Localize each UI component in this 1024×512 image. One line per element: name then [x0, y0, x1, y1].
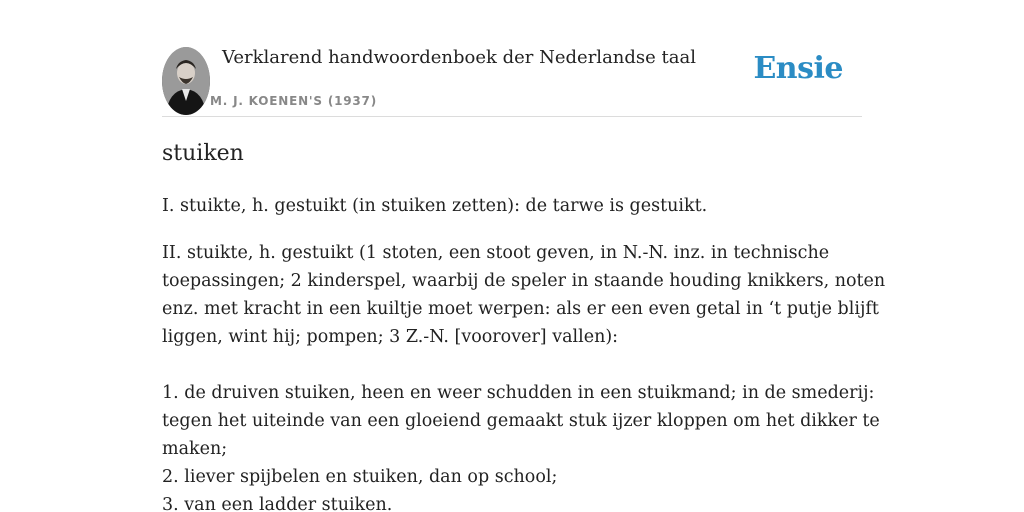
page-container: [162, 0, 886, 512]
sense-2-line: II. stuikte, h. gestuikt (1 stoten, een stoot geven, in N.-N. inz. in technische: [162, 243, 830, 263]
author-portrait-icon: [162, 47, 210, 115]
sense-2-line: toepassingen; 2 kinderspel, waarbij de speler in staande houding knikkers, noten: [162, 271, 886, 291]
page-header: [162, 0, 862, 117]
example-line: 2. liever spijbelen en stuiken, dan op school;: [162, 467, 558, 487]
entry-sense-1: I. stuikte, h. gestuikt (in stuiken zetten): de tarwe is gestuikt.: [162, 196, 708, 216]
entry-headword: stuiken: [162, 141, 244, 166]
brand-logo-link[interactable]: Ensie: [753, 51, 843, 86]
paragraph-gap: [162, 351, 862, 379]
sense-2-line: liggen, wint hij; pompen; 3 Z.-N. [voorover] vallen):: [162, 327, 619, 347]
example-line: tegen het uiteinde van een gloeiend gemaakt stuk ijzer kloppen om het dikker te: [162, 411, 880, 431]
author-label: M. J. KOENEN'S (1937): [210, 94, 377, 108]
example-line: maken;: [162, 439, 228, 459]
book-title: Verklarend handwoordenboek der Nederlandse taal: [222, 47, 696, 68]
example-line: 3. van een ladder stuiken.: [162, 495, 393, 512]
sense-2-line: enz. met kracht in een kuiltje moet werpen: als er een even getal in ‘t putje blijft: [162, 299, 879, 319]
example-line: 1. de druiven stuiken, heen en weer schudden in een stuikmand; in de smederij:: [162, 383, 875, 403]
entry-sense-2: [162, 239, 886, 512]
